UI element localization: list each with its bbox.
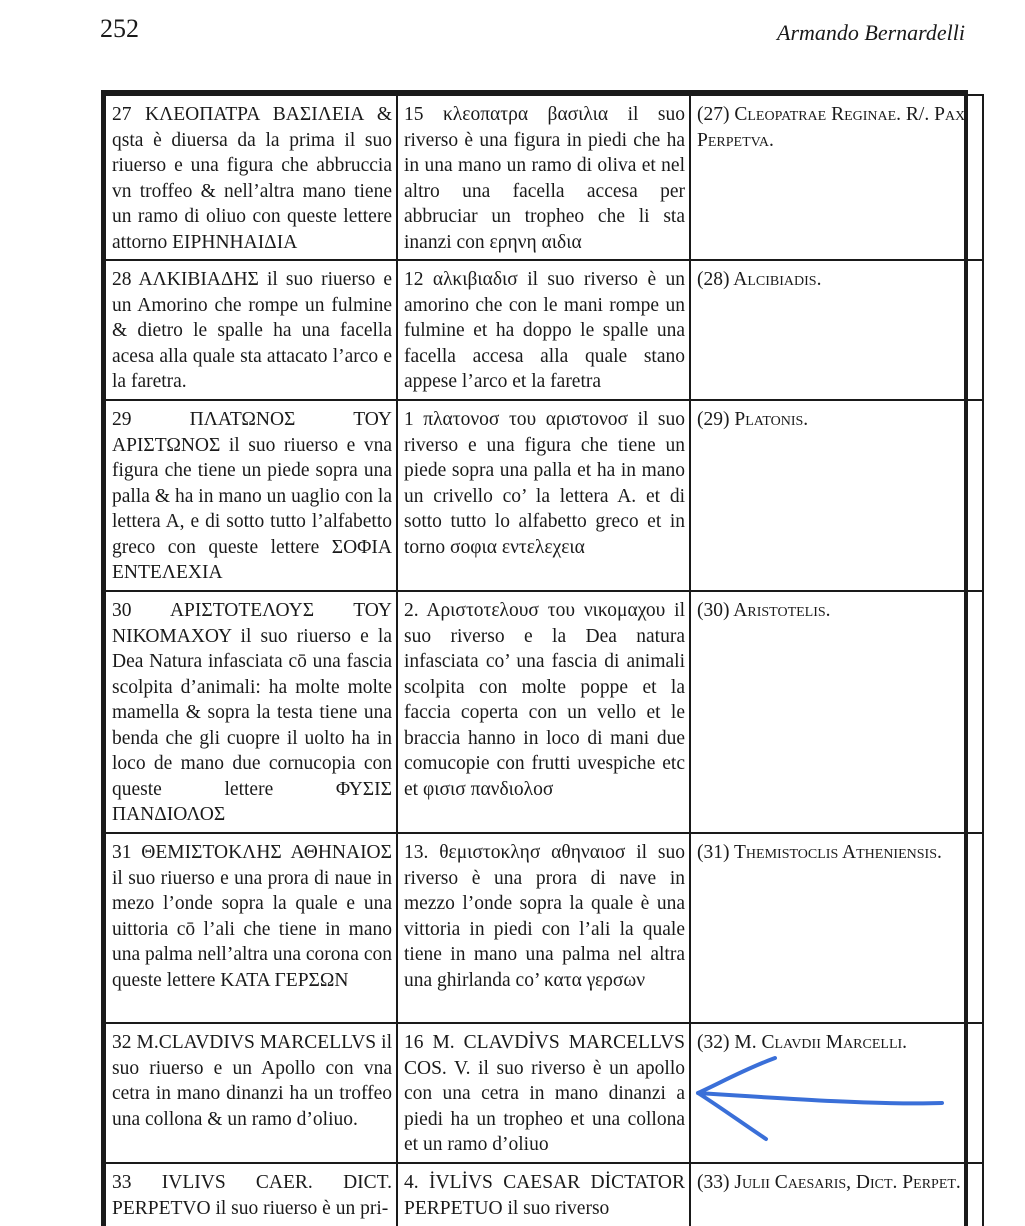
table-cell-source-a: 29 ΠΛΑΤΩΝΟΣ ΤΟΥ ΑΡΙΣΤΩΝΟΣ il suo riuerso e vna figura che tiene un piede sopra una palla & ha in mano un uaglio con la lettera A, e di sotto tutto l’alfabetto greco con queste lettere ΣΟΦΙΑ ΕΝΤΕΛΕΧΙΑ: [105, 400, 397, 591]
table-cell-identification: (32) M. Clavdii Marcelli.: [690, 1023, 983, 1163]
table-cell-identification: (33) Julii Caesaris, Dict. Perpet.: [690, 1163, 983, 1226]
table-cell-source-a: 27 ΚΛΕΟΠΑΤΡΑ ΒΑΣΙΛΕΙΑ & qsta è diuersa da la prima il suo riuerso e una figura che abbruccia vn troffeo & nell’altra mano tiene un ramo di oliuo con queste lettere attorno ΕΙΡΗΝΗΑΙΔΙΑ: [105, 95, 397, 260]
table-cell-identification: (27) Cleopatrae Reginae. R/. Pax Perpetva.: [690, 95, 983, 260]
table-cell-source-a: 32 M.CLAVDIVS MARCELLVS il suo riuerso e un Apollo con vna cetra in mano dinanzi ha un troffeo una collona & un ramo d’oliuo.: [105, 1023, 397, 1163]
table-row: [105, 833, 983, 1023]
page-number: 252: [100, 14, 139, 43]
table-cell-identification: (28) Alcibiadis.: [690, 260, 983, 400]
table-cell-source-b: 15 κλεοπατρα βασιλια il suo riverso è una figura in piedi che ha in una mano un ramo di oliva et nel altro una facella accesa per abbruciar un tropheo che li sta inanzi con ερηνη αιδια: [397, 95, 690, 260]
table-cell-identification: (30) Aristotelis.: [690, 591, 983, 833]
table-cell-source-b: 1 πλατονοσ του αριστονοσ il suo riverso e una figura che tiene un piede sopra una palla et ha in mano un crivello co’ la lettera A. et di sotto tutto lo alfabetto greco et in torno σοφια εντελεχεια: [397, 400, 690, 591]
table-row: [105, 591, 983, 833]
hand-drawn-arrow-annotation: [680, 1055, 950, 1145]
table-cell-identification: (29) Platonis.: [690, 400, 983, 591]
table-cell-identification: (31) Themistoclis Atheniensis.: [690, 833, 983, 1023]
table-row: [105, 260, 983, 400]
table-cell-source-a: 31 ΘΕΜΙΣΤΟΚΛΗΣ ΑΘΗΝΑΙΟΣ il suo riuerso e una prora di naue in mezo l’onde sopra la quale e una uittoria cō l’ali che tiene in mano una palma nell’altra una corona con queste lettere ΚΑΤΑ ΓΕΡΣΩΝ: [105, 833, 397, 1023]
table-cell-source-b: 16 M. CLAVDİVS MARCELLVS COS. V. il suo riverso è un apollo con una cetra in mano dinanzi a piedi ha un tropheo et una collona et un ramo d’oliuo: [397, 1023, 690, 1163]
arrow-stroke: [698, 1058, 942, 1139]
table-cell-source-a: 30 ΑΡΙΣΤΟΤΕΛΟΥΣ ΤΟΥ ΝΙΚΟΜΑΧΟΥ il suo riuerso e la Dea Natura infasciata cō una fascia scolpita d’animali: ha molte molte mamella & sopra la testa tiene una benda che gli cuopre il uolto ha in loco de mano due cornucopia con queste lettere ΦΥΣΙΣ ΠΑΝΔΙΟΛΟΣ: [105, 591, 397, 833]
table-row: [105, 1163, 983, 1226]
table-row: [105, 400, 983, 591]
table-cell-source-a: 33 IVLIVS CAER. DICT. PERPETVO il suo riuerso è un pri-: [105, 1163, 397, 1226]
running-header-author: Armando Bernardelli: [777, 20, 965, 45]
table-cell-source-b: 4. İVLİVS CAESAR DİCTATOR PERPETUO il suo riverso: [397, 1163, 690, 1226]
table-cell-source-a: 28 ΑΛΚΙΒΙΑΔΗΣ il suo riuerso e un Amorino che rompe un fulmine & dietro le spalle ha una facella acesa alla quale sta attacato l’arco e la faretra.: [105, 260, 397, 400]
table-cell-source-b: 12 αλκιβιαδισ il suo riverso è un amorino che con le mani rompe un fulmine et ha doppo le spalle una facella accesa alla quale stano appese l’arco et la faretra: [397, 260, 690, 400]
table-cell-source-b: 2. Αριστοτελουσ του νικομαχου il suo riverso e la Dea natura infasciata co’ una fascia di animali scolpita con molte poppe et la faccia coperta con un vello et le braccia hanno in loco di mani due comucopie con frutti uvespiche etc et φισισ πανδιολοσ: [397, 591, 690, 833]
table-row: [105, 95, 983, 260]
table-cell-source-b: 13. θεμιστοκλησ αθηναιοσ il suo riverso è una prora di nave in mezzo l’onde sopra la quale è una vittoria in piedi con l’ali la quale tiene in mano una palma nel altra una ghirlanda co’ κατα γερσων: [397, 833, 690, 1023]
